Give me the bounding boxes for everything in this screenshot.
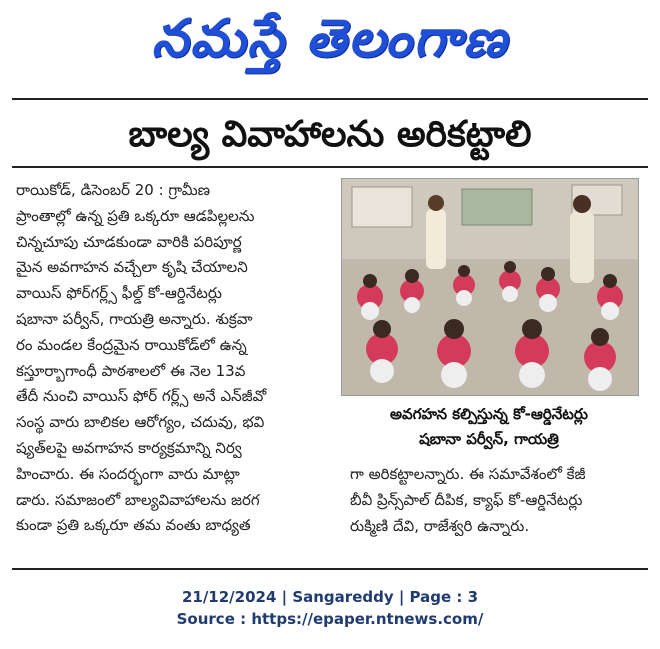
article-line: రం మండల కేంద్రమైన రాయికోడ్‌లో ఉన్న xyxy=(16,335,247,354)
masthead xyxy=(0,0,660,80)
article-line: మైన అవగాహన వచ్చేలా కృషి చేయాలని xyxy=(16,258,248,277)
headline-top-rule xyxy=(12,98,648,100)
article-line: కస్తూర్బాగాంధీ పాఠశాలలో ఈ నెల 13వ xyxy=(16,361,246,380)
article-line: ప్రాంతాల్లో ఉన్న ప్రతి ఒక్కరూ ఆడపిల్లలను xyxy=(16,206,255,225)
article-body xyxy=(16,178,334,539)
classroom-photo xyxy=(341,178,639,396)
headline: బాల్య వివాహాలను అరికట్టాలి xyxy=(128,114,532,155)
article-line: ష్యత్‌లపై అవగాహన కార్యక్రమాన్ని నిర్వ xyxy=(16,438,242,457)
article-continuation xyxy=(350,462,646,539)
footer-rule xyxy=(12,568,648,570)
caption-line: షబానా పర్వీన్, గాయత్రి xyxy=(419,430,559,448)
masthead-title: నమస్తే తెలంగాణ xyxy=(151,9,509,69)
article-line: రుక్మిణి దేవి, రాజేశ్వరి ఉన్నారు. xyxy=(350,516,530,535)
article-line: చిన్నచూపు చూడకుండా వారికి పరిపూర్ణ xyxy=(16,232,242,251)
article-line: గా అరికట్టాలన్నారు. ఈ సమావేశంలో కేజీ xyxy=(350,465,586,483)
article-line: తేదీ నుంచి వాయిస్ ఫోర్ గర్ల్స్ అనే ఎన్‌జీవో xyxy=(16,387,267,406)
article-line: కుండా ప్రతి ఒక్కరూ తమ వంతు బాధ్యత xyxy=(16,516,251,535)
article-line: షబానా పర్వీన్, గాయత్రి అన్నారు. శుక్రవా xyxy=(16,309,253,328)
article-line: వాయిస్ ఫోర్‌గర్ల్స్ ఫీల్డ్ కో-ఆర్డినేటర్లు xyxy=(16,284,222,303)
footer-source: Source : https://epaper.ntnews.com/ xyxy=(176,610,484,628)
article-line: హించారు. ఈ సందర్భంగా వారు మాట్లా xyxy=(16,464,240,483)
article-line: రాయికోడ్, డిసెంబర్ 20 : గ్రామీణ xyxy=(16,181,211,199)
headline-bottom-rule xyxy=(12,166,648,168)
footer-edition-info: 21/12/2024 | Sangareddy | Page : 3 xyxy=(181,588,479,606)
photo-caption xyxy=(341,402,637,452)
article-line: బీవీ ప్రిన్స్‌పాల్ దీపిక, క్యాఫ్ కో-ఆర్డినేటర్లు xyxy=(350,490,583,509)
caption-line: అవగహన కల్పిస్తున్న కో-ఆర్డినేటర్లు xyxy=(390,405,588,423)
article-line: డారు. సమాజంలో బాల్యవివాహాలను జరగ xyxy=(16,490,260,509)
article-line: సంస్థ వారు బాలికల ఆరోగ్యం, చదువు, భవి xyxy=(16,413,265,432)
